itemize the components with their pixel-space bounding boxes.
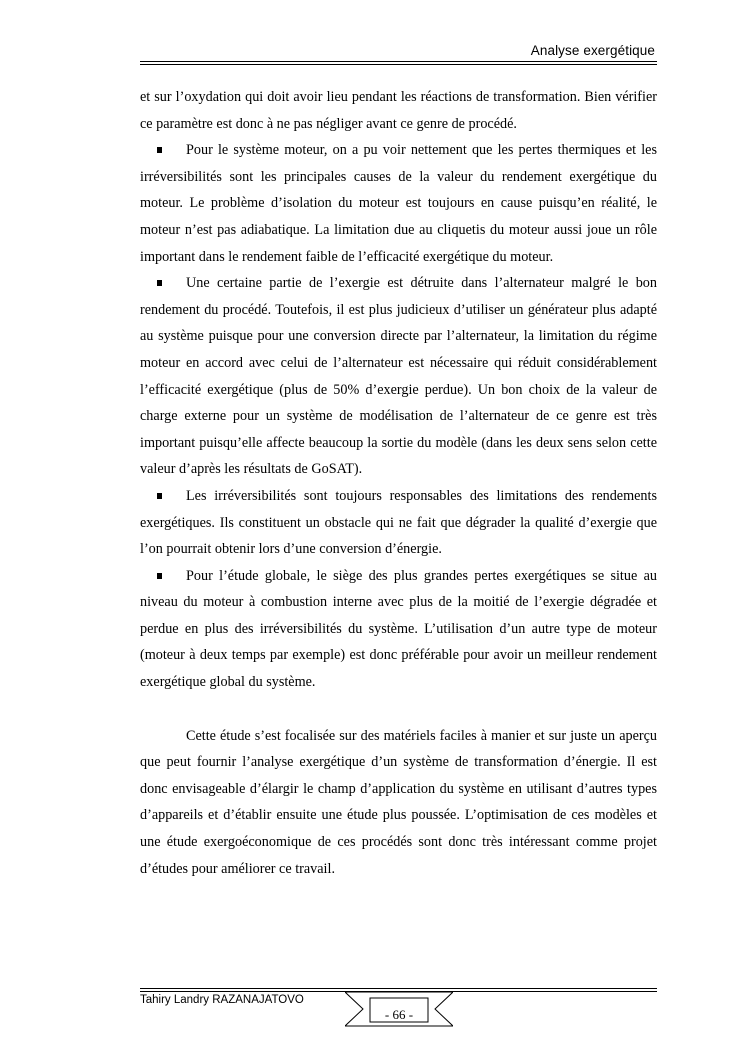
page-content <box>140 84 657 882</box>
intro-paragraph: et sur l’oxydation qui doit avoir lieu pendant les réactions de transformation. Bien vérifier ce paramètre est donc à ne pas négliger avant ce genre de procédé. <box>140 89 657 132</box>
paragraph-spacer <box>140 696 657 723</box>
header-title: Analyse exergétique <box>530 43 655 58</box>
bullet-text-1: Pour le système moteur, on a pu voir nettement que les pertes thermiques et les irréversibilités sont les principales causes de la valeur du rendement exergétique du moteur. Le problème d’isolation du moteur est toujours en cause puisqu’en réalité, le moteur n’est pas adiabatique. La limitation due au cliquetis du moteur aussi joue un rôle important dans le rendement faible de l’efficacité exergétique du moteur. <box>140 142 657 265</box>
page-number: - 66 - <box>384 1007 414 1022</box>
bullet-item-2 <box>140 270 657 483</box>
bullet-item-3 <box>140 483 657 563</box>
square-bullet-icon <box>157 493 162 499</box>
bullet-text-3: Les irréversibilités sont toujours responsables des limitations des rendements exergétiques. Ils constituent un obstacle qui ne fait que dégrader la qualité d’exergie que l’on pourrait obtenir lors d’une conversion d’énergie. <box>140 487 657 558</box>
page-number-badge <box>345 991 453 1027</box>
page-footer <box>140 988 657 1028</box>
conclusion-paragraph: Cette étude s’est focalisée sur des matériels faciles à manier et sur juste un aperçu que peut fournir l’analyse exergétique d’un système de transformation d’énergie. Il est donc envisageable d’élargir le champ d’application du système en utilisant d’autres types d’appareils et d’établir ensuite une étude plus poussée. L’optimisation de ces modèles et une étude exergoéconomique de ces procédés sont donc très intéressant comme projet d’études pour améliorer ce travail. <box>140 727 657 877</box>
square-bullet-icon <box>157 147 162 153</box>
bullet-item-4 <box>140 563 657 696</box>
page-header <box>140 40 657 66</box>
bullet-text-4: Pour l’étude globale, le siège des plus grandes pertes exergétiques se situe au niveau du moteur à combustion interne avec plus de la moitié de l’exergie dégradée et perdue en plus des irréversibilités du système. L’utilisation d’un autre type de moteur (moteur à deux temps par exemple) est donc préférable pour avoir un meilleur rendement exergétique global du système. <box>140 567 657 691</box>
header-rule <box>140 61 657 65</box>
footer-author: Tahiry Landry RAZANAJATOVO <box>140 994 304 1006</box>
square-bullet-icon <box>157 573 162 579</box>
square-bullet-icon <box>157 280 162 286</box>
bullet-text-2: Une certaine partie de l’exergie est détruite dans l’alternateur malgré le bon rendement du procédé. Toutefois, il est plus judicieux d’utiliser un générateur plus adapté au système puisque pour une conversion directe par l’alternateur, la limitation du régime moteur en accord avec celui de l’alternateur est nécessaire qui réduit considérablement l’efficacité exergétique (plus de 50% d’exergie perdue). Un bon choix de la valeur de charge externe pour un système de modélisation de l’alternateur de ce genre est très important puisqu’elle affecte beaucoup la sortie du modèle (dans les deux sens selon cette valeur d’après les résultats de GoSAT). <box>140 275 657 478</box>
bullet-item-1 <box>140 137 657 270</box>
